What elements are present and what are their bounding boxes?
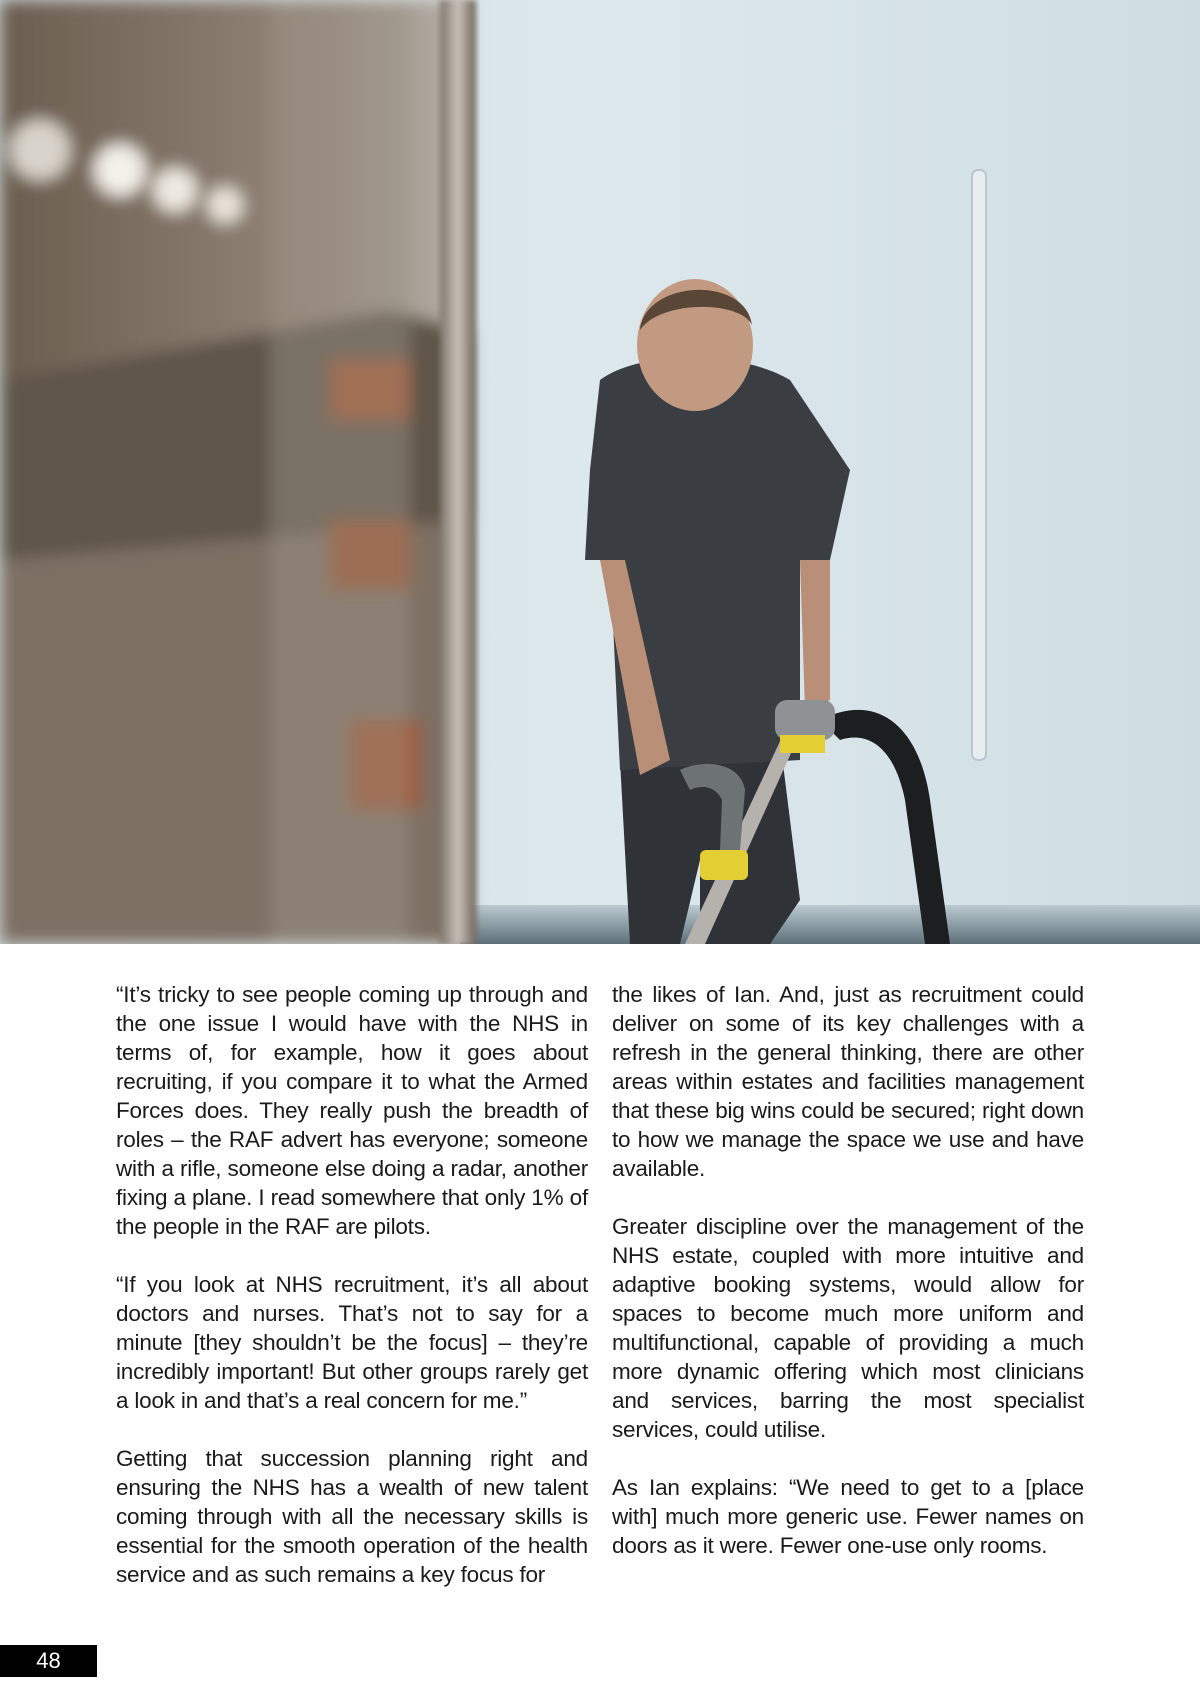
paragraph: As Ian explains: “We need to get to a [place with] much more generic use. Fewer names on doors as it were. Fewer one-use only rooms. — [612, 1475, 1084, 1558]
paragraph: Greater discipline over the management of the NHS estate, coupled with more intuitive and adaptive booking systems, would allow for spaces to become much more uniform and multifunctional, capable of providing a much more dynamic offering which most clinicians and services, barring the most specialist services, could utilise. — [612, 1214, 1084, 1442]
article-column-left — [116, 980, 588, 1589]
paragraph: “If you look at NHS recruitment, it’s all about doctors and nurses. That’s not to say for a minute [they shouldn’t be the focus] – they’re incredibly important! But other groups rarely get a look in and that’s a real concern for me.” — [116, 1272, 588, 1413]
paragraph: Getting that succession planning right and ensuring the NHS has a wealth of new talent coming through with all the necessary skills is essential for the smooth operation of the health service and as such remains a key focus for — [116, 1446, 588, 1587]
article-body — [116, 980, 1084, 1589]
paragraph: “It’s tricky to see people coming up through and the one issue I would have with the NHS in terms of, for example, how it goes about recruiting, if you compare it to what the Armed Forces does. They really push the breadth of roles – the RAF advert has everyone; someone with a rifle, someone else doing a radar, another fixing a plane. I read somewhere that only 1% of the people in the RAF are pilots. — [116, 982, 588, 1239]
article-column-right — [612, 980, 1084, 1589]
paragraph: the likes of Ian. And, just as recruitment could deliver on some of its key challenges with a refresh in the general thinking, there are other areas within estates and facilities management that these big wins could be secured; right down to how we manage the space we use and have available. — [612, 982, 1084, 1181]
page-number: 48 — [0, 1645, 97, 1677]
